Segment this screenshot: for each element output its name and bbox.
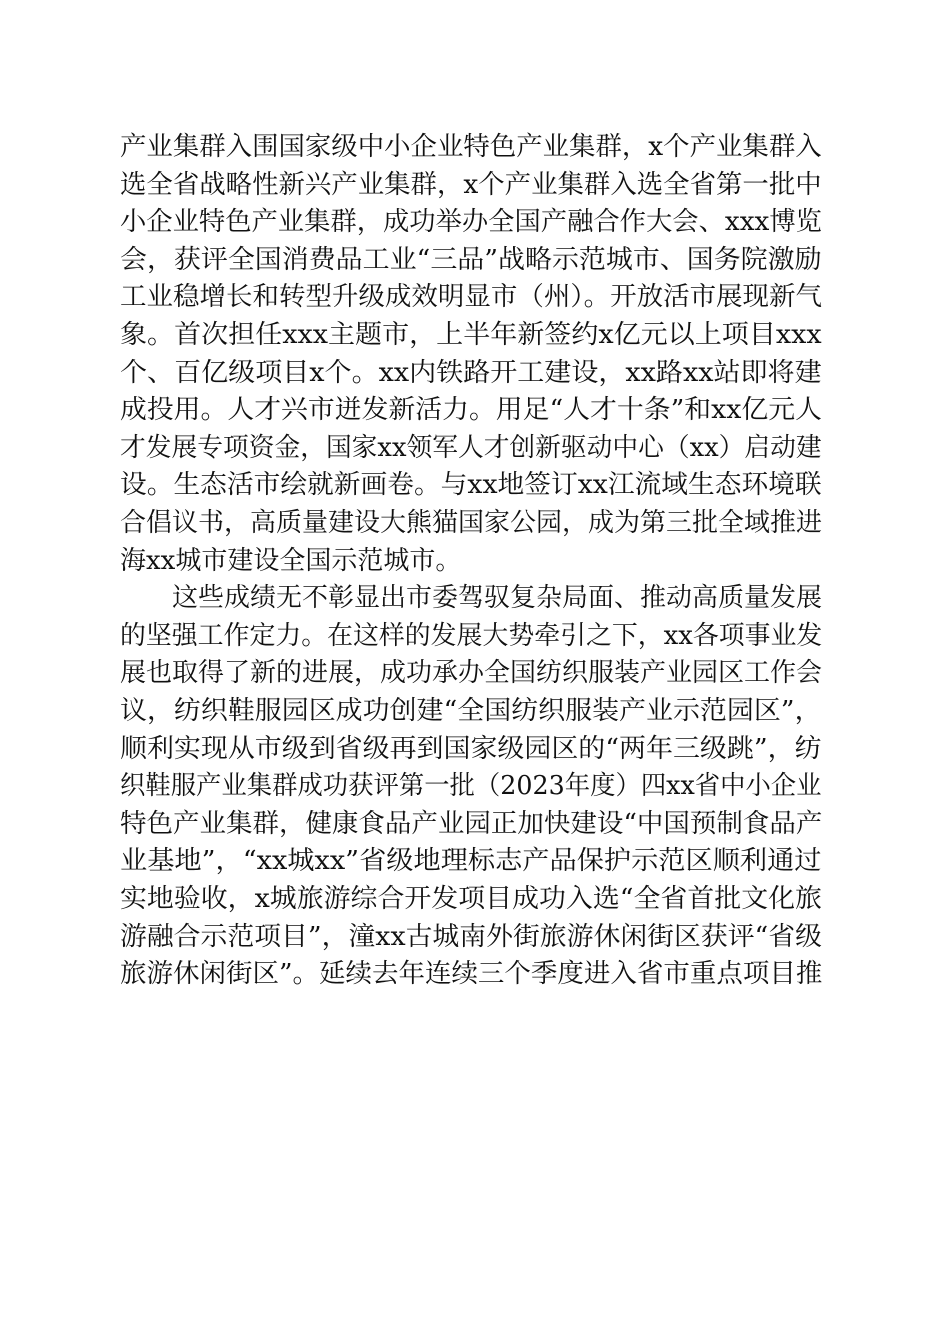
paragraph-1-line-3: 小企业特色产业集群，成功举办全国产融合作大会、xxx博览	[120, 207, 822, 238]
paragraph-2-line-4: 议，纺织鞋服园区成功创建“全国纺织服装产业示范园区”，	[120, 696, 822, 726]
paragraph-1-line-11: 合倡议书，高质量建设大熊猫国家公园，成为第三批全域推进	[120, 508, 823, 538]
paragraph-1-line-9: 才发展专项资金，国家xx领军人才创新驱动中心（xx）启动建	[120, 432, 822, 463]
paragraph-1-line-1: 产业集群入围国家级中小企业特色产业集群，x个产业集群入	[120, 132, 822, 162]
paragraph-2-line-3: 展也取得了新的进展，成功承办全国纺织服装产业园区工作会	[120, 658, 823, 689]
paragraph-1-line-6: 象。首次担任xxx主题市，上半年新签约x亿元以上项目xxx	[120, 320, 822, 350]
paragraph-2-line-10: 游融合示范项目”，潼xx古城南外街旅游休闲街区获评“省级	[120, 921, 822, 952]
paragraph-2-line-7: 特色产业集群，健康食品产业园正加快建设“中国预制食品产	[120, 808, 823, 839]
paragraph-1-line-7: 个、百亿级项目x个。xx内铁路开工建设，xx路xx站即将建	[120, 357, 822, 388]
paragraph-2-line-6: 织鞋服产业集群成功获评第一批（2023年度）四xx省中小企业	[120, 771, 822, 802]
paragraph-1-line-8: 成投用。人才兴市迸发新活力。用足“人才十条”和xx亿元人	[120, 395, 822, 426]
paragraph-2-line-11: 旅游休闲街区”。延续去年连续三个季度进入省市重点项目推	[120, 959, 823, 990]
paragraph-2-line-1: 这些成绩无不彰显出市委驾驭复杂局面、推动高质量发展	[172, 583, 823, 614]
paragraph-2-line-2: 的坚强工作定力。在这样的发展大势牵引之下，xx各项事业发	[120, 620, 823, 651]
paragraph-1-line-10: 设。生态活市绘就新画卷。与xx地签订xx江流域生态环境联	[120, 470, 822, 501]
paragraph-2-line-9: 实地验收，x城旅游综合开发项目成功入选“全省首批文化旅	[120, 884, 822, 914]
paragraph-1-line-12: 海xx城市建设全国示范城市。	[120, 545, 462, 576]
paragraph-2-line-8: 业基地”，“xx城xx”省级地理标志产品保护示范区顺利通过	[120, 846, 822, 877]
paragraph-1-line-2: 选全省战略性新兴产业集群，x个产业集群入选全省第一批中	[120, 169, 822, 200]
paragraph-2-line-5: 顺利实现从市级到省级再到国家级园区的“两年三级跳”，纺	[120, 733, 822, 764]
paragraph-1-line-5: 工业稳增长和转型升级成效明显市（州）。开放活市展现新气	[120, 282, 823, 313]
paragraph-1-line-4: 会，获评全国消费品工业“三品”战略示范城市、国务院激励	[120, 244, 822, 275]
